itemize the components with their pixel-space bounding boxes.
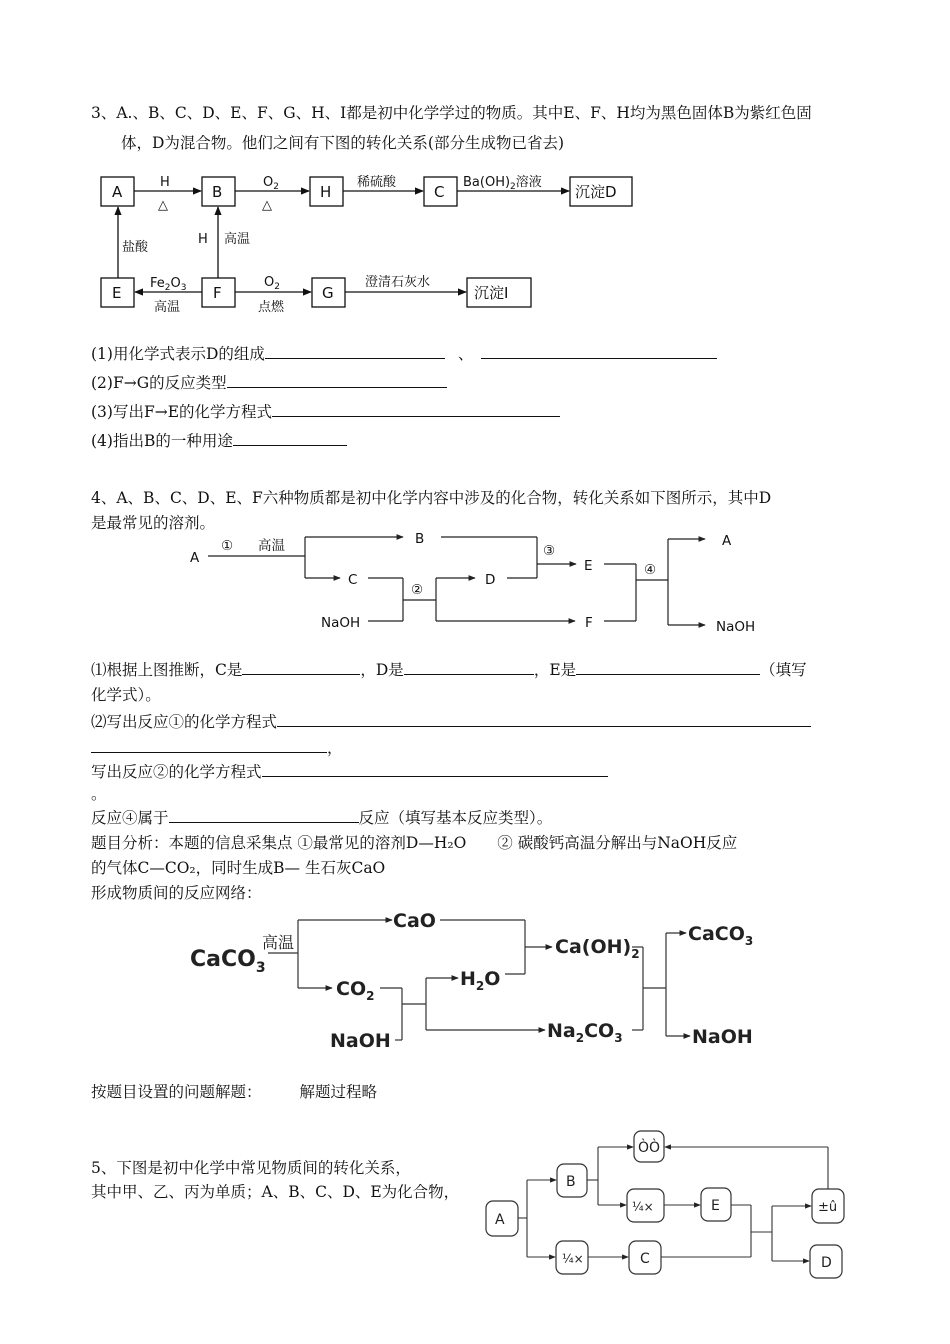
q4-analysis-l1: 题目分析：本题的信息采集点 ①最常见的溶剂D—H₂O ② 碳酸钙高温分解出与NaOH反应 <box>91 834 738 852</box>
net-out-naoh: NaOH <box>692 1026 753 1048</box>
q3-intro-line1: 3、A.、B、C、D、E、F、G、H、I都是初中化学学过的物质。其中E、F、H均为黑色固体B为紫红色固 <box>91 104 812 122</box>
q5-node-e: E <box>711 1198 720 1214</box>
q3-bh-bot: △ <box>262 198 272 213</box>
q4-intro-line1: 4、A、B、C、D、E、F六种物质都是初中化学内容中涉及的化合物，转化关系如下图所示，其中D <box>91 489 772 507</box>
net-na2co3: $Na_2CO_3$ <box>547 1020 623 1045</box>
q4-gw-label: 高温 <box>258 538 285 554</box>
q3-ea-label: 盐酸 <box>122 240 149 255</box>
q3-node-e: E <box>112 284 122 302</box>
q3-node-c: C <box>434 183 445 201</box>
q4-analysis-l2: 的气体C—CO₂，同时生成B— 生石灰CaO <box>91 859 386 877</box>
q4-num-1: ① <box>221 538 234 554</box>
net-h2o: $H_2O$ <box>460 968 501 993</box>
q4-solve: 按题目设置的问题解题： 解题过程略 <box>91 1083 378 1101</box>
q5-node-c: C <box>640 1251 650 1267</box>
q4-node-d: D <box>485 572 496 588</box>
q3-node-h: H <box>320 183 332 201</box>
q4-sub4: 反应④属于 反应（填写基本反应类型）。 <box>91 806 552 829</box>
q3-fe-bot: 高温 <box>154 300 181 315</box>
q3-node-i: 沉淀I <box>474 284 509 302</box>
q4-naoh-in: NaOH <box>321 615 361 631</box>
q4-node-e: E <box>584 558 593 574</box>
q5-node-b: B <box>566 1174 576 1190</box>
q4-sub3-dot: 。 <box>91 785 107 803</box>
q3-node-b: B <box>212 183 223 201</box>
q4-analysis-l3: 形成物质间的反应网络： <box>91 884 262 902</box>
q4-out-a: A <box>722 533 732 549</box>
q3-ab-top: H <box>160 175 170 190</box>
q3-fb-label-gw: 高温 <box>224 232 251 247</box>
q3-fg-top: $O_2$ <box>264 275 280 292</box>
q4-intro-line2: 是最常见的溶剂。 <box>91 514 216 532</box>
q5-node-right: ±û <box>818 1200 838 1215</box>
q3-node-g: G <box>322 284 334 302</box>
q4-sub1: ⑴根据上图推断，C是 ，D是 ，E是 （填写 <box>91 658 807 681</box>
q4-node-c: C <box>348 572 358 588</box>
q5-node-top: ÒÒ <box>638 1140 661 1156</box>
q3-gi-top: 澄清石灰水 <box>365 275 431 290</box>
q3-ab-bot: △ <box>158 198 168 213</box>
q3-cd-top: $Ba(OH)_2$溶液 <box>463 175 542 192</box>
q5-intro-line2: 其中甲、乙、丙为单质；A、B、C、D、E为化合物， <box>91 1183 460 1201</box>
q3-hc-top: 稀硫酸 <box>357 175 397 190</box>
q4-num-2: ② <box>411 582 424 598</box>
q3-bh-top: $O_2$ <box>263 175 279 192</box>
q3-node-f: F <box>213 284 222 302</box>
q3-node-d: 沉淀D <box>575 183 617 201</box>
q3-sub3: (3)写出F→E的化学方程式 <box>91 400 560 423</box>
net-cao: CaO <box>393 910 436 932</box>
q4-out-naoh: NaOH <box>716 619 756 635</box>
q3-fg-bot: 点燃 <box>258 300 285 315</box>
q3-sub1: (1)用化学式表示D的组成 、 <box>91 342 717 365</box>
q5-node-mid: ¼× <box>632 1200 654 1214</box>
q5-node-a: A <box>495 1212 505 1228</box>
q4-sub2: ⑵写出反应①的化学方程式 <box>91 710 811 733</box>
net-out-caco3: CaCO$_3$ <box>688 923 754 948</box>
q5-node-d: D <box>821 1255 832 1271</box>
q3-fb-label-h: H <box>198 232 208 247</box>
q4-sub3: 写出反应②的化学方程式 <box>91 760 608 783</box>
q3-node-a: A <box>112 183 123 201</box>
net-caoh2: $Ca(OH)_2$ <box>555 936 640 961</box>
q3-sub2: (2)F→G的反应类型 <box>91 371 447 394</box>
net-co2: $CO_2$ <box>336 978 375 1003</box>
q3-fe-top: $Fe_2O_3$ <box>150 276 187 293</box>
q4-node-a: A <box>190 550 200 566</box>
q4-num-4: ④ <box>644 562 657 578</box>
q3-intro-line2: 体，D为混合物。他们之间有下图的转化关系(部分生成物已省去) <box>121 134 565 152</box>
q5-node-bot: ¼× <box>562 1252 584 1266</box>
net-caco3: CaCO$_3$ <box>190 947 266 976</box>
q4-num-3: ③ <box>543 543 556 559</box>
q5-intro-line1: 5、下图是初中化学中常见物质间的转化关系， <box>91 1159 411 1177</box>
q4-node-f: F <box>585 615 593 631</box>
net-naoh-in: NaOH <box>330 1030 391 1052</box>
q4-node-b: B <box>415 531 425 547</box>
net-gw: 高温 <box>262 933 295 952</box>
q4-sub1-cont: 化学式）。 <box>91 686 161 704</box>
q3-sub4: (4)指出B的一种用途 <box>91 429 347 452</box>
q4-sub2-cont: ， <box>91 736 343 759</box>
